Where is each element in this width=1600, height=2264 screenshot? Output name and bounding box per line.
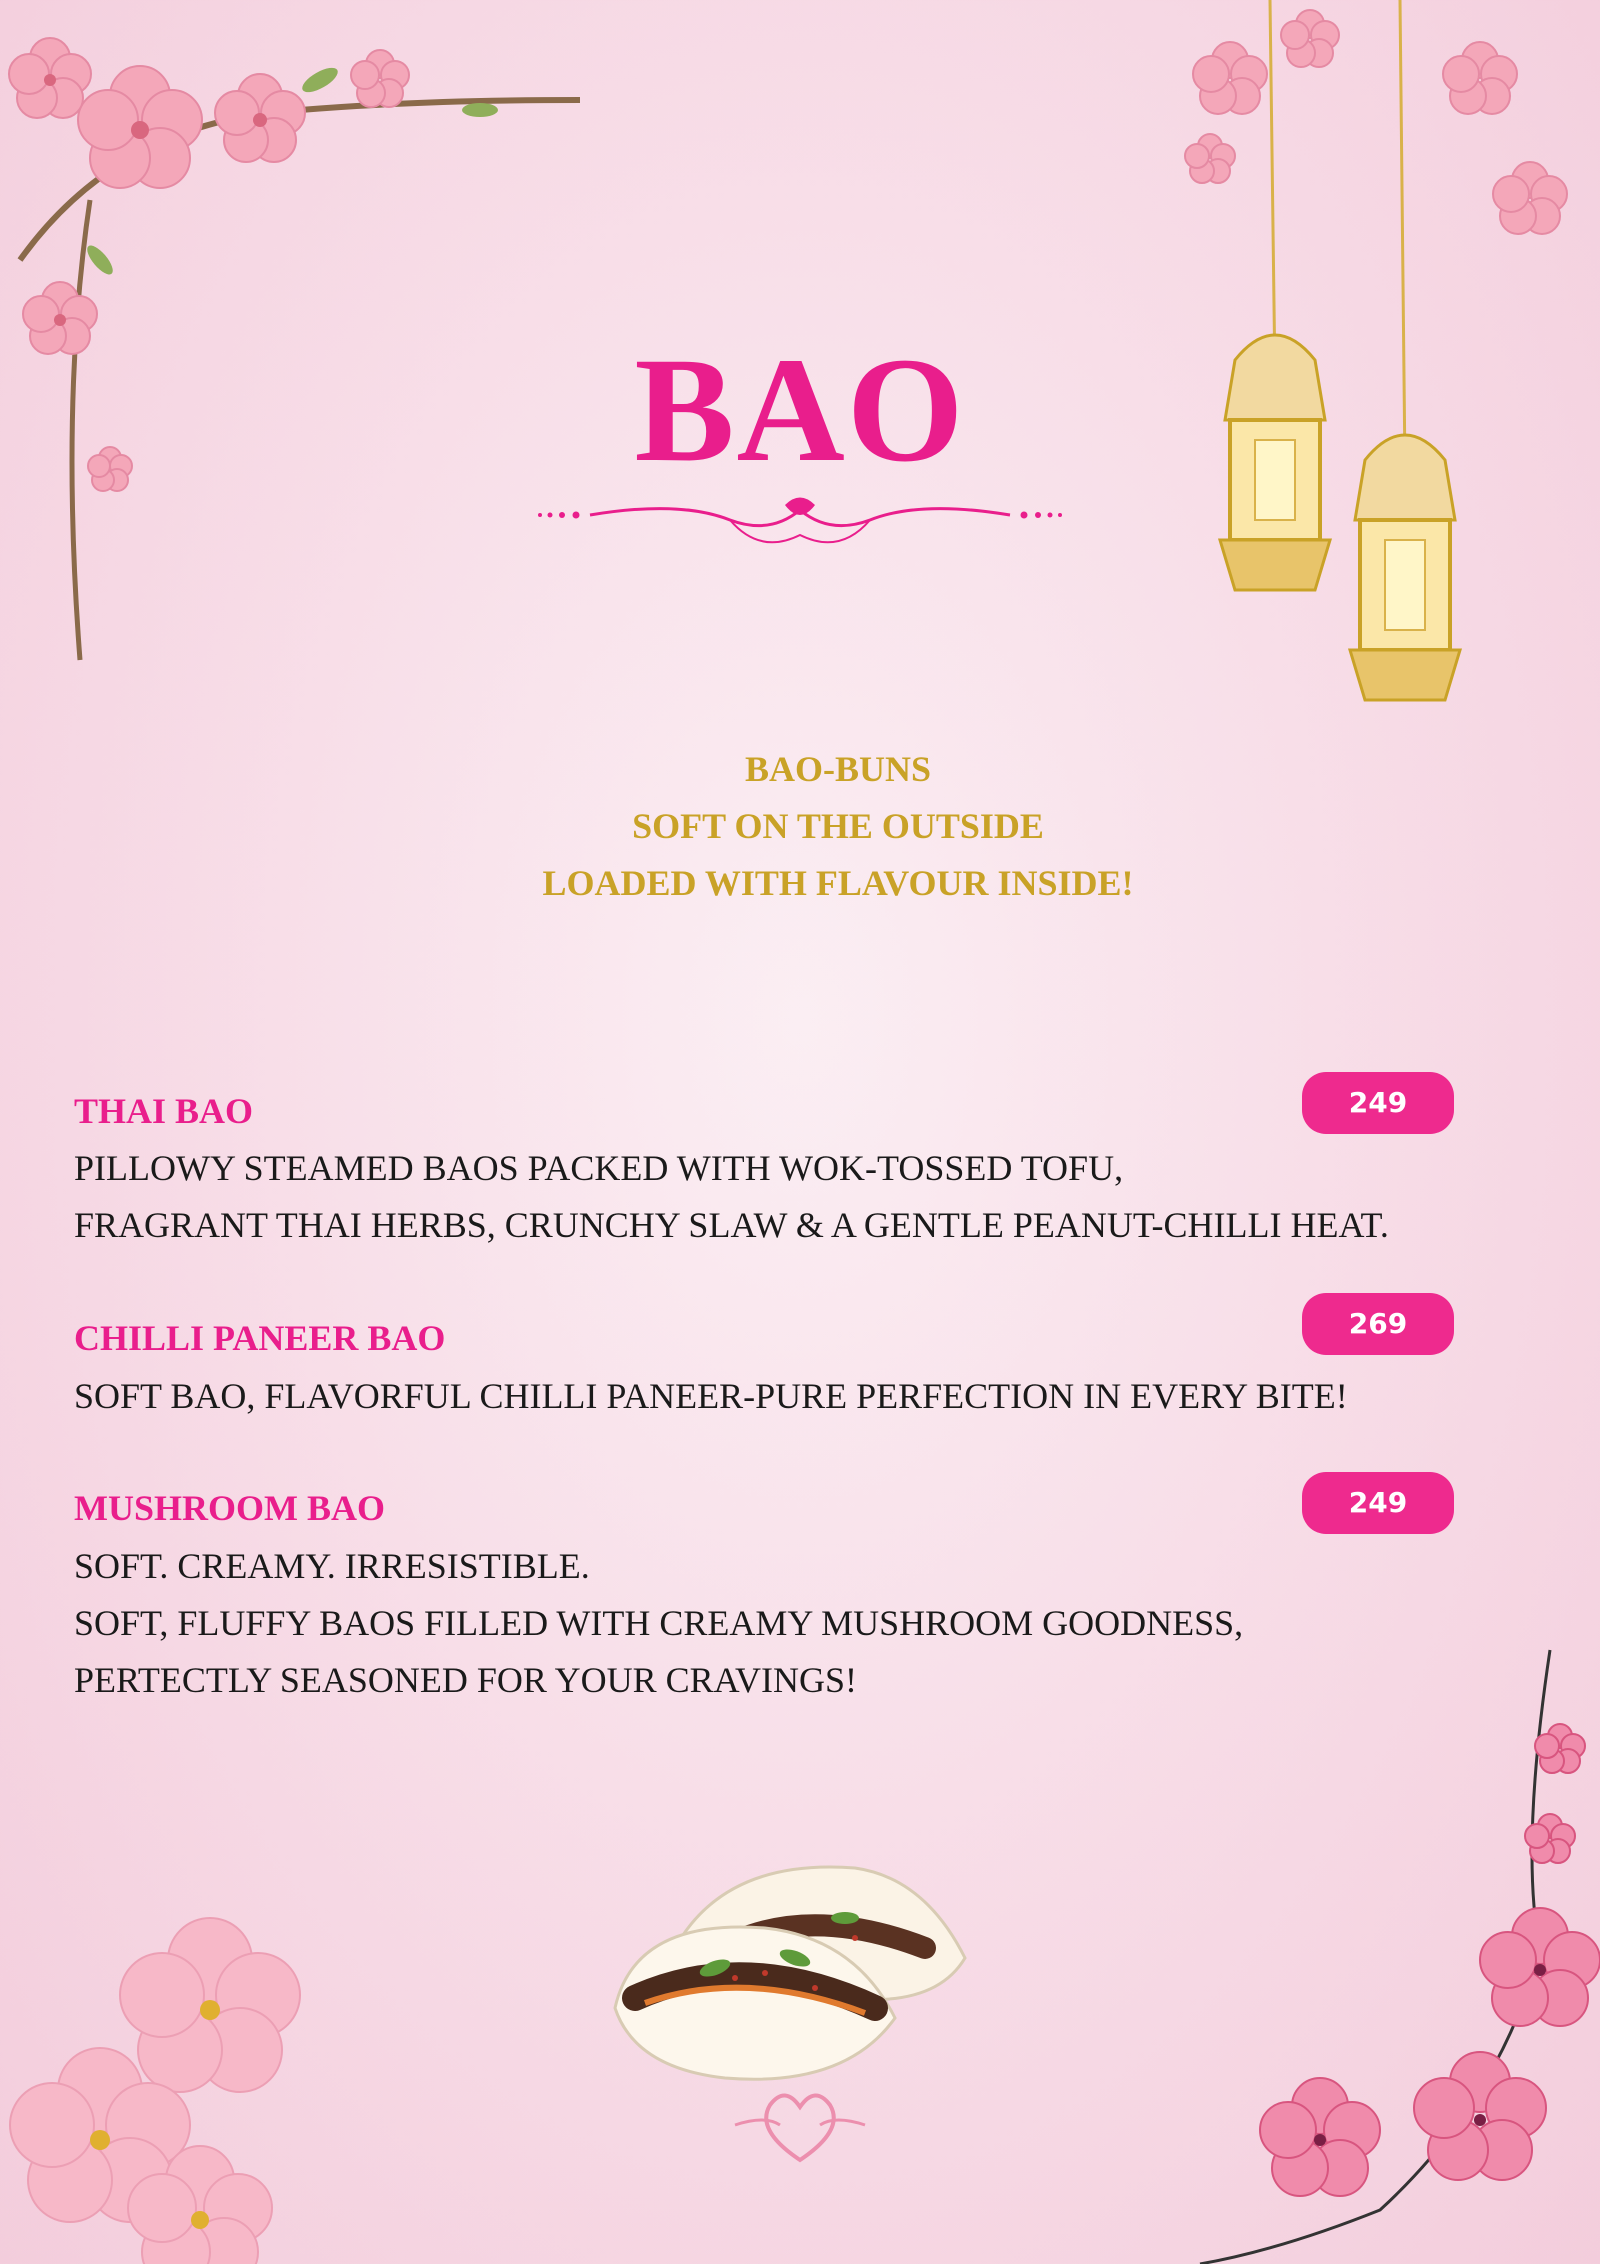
price-badge: 249 bbox=[1302, 1072, 1454, 1134]
item-description: FRAGRANT THAI HERBS, CRUNCHY SLAW & A GENTLE PEANUT-CHILLI HEAT. bbox=[74, 1205, 1389, 1245]
heart-ornament-icon bbox=[735, 2085, 865, 2175]
cherry-blossom-cluster-icon bbox=[0, 1900, 340, 2264]
bao-bun-illustration bbox=[595, 1838, 995, 2098]
item-description: SOFT, FLUFFY BAOS FILLED WITH CREAMY MUSHROOM GOODNESS, bbox=[74, 1603, 1244, 1643]
tagline-line-2: SOFT ON THE OUTSIDE bbox=[632, 806, 1044, 846]
pink-flower-branch-icon bbox=[1080, 1650, 1600, 2264]
item-description: SOFT. CREAMY. IRRESISTIBLE. bbox=[74, 1546, 590, 1586]
page-title: BAO bbox=[634, 327, 966, 493]
item-description: PERTECTLY SEASONED FOR YOUR CRAVINGS! bbox=[74, 1660, 857, 1700]
flourish-divider-icon bbox=[530, 495, 1070, 565]
tagline-line-3: LOADED WITH FLAVOUR INSIDE! bbox=[542, 863, 1134, 903]
price-badge: 249 bbox=[1302, 1472, 1454, 1534]
item-name: THAI BAO bbox=[74, 1091, 254, 1131]
tagline-line-1: BAO-BUNS bbox=[744, 749, 932, 789]
item-description: SOFT BAO, FLAVORFUL CHILLI PANEER-PURE PERFECTION IN EVERY BITE! bbox=[74, 1376, 1348, 1416]
item-name: CHILLI PANEER BAO bbox=[74, 1318, 446, 1358]
item-description: PILLOWY STEAMED BAOS PACKED WITH WOK-TOSSED TOFU, bbox=[74, 1148, 1124, 1188]
price-badge: 269 bbox=[1302, 1293, 1454, 1355]
item-name: MUSHROOM BAO bbox=[74, 1488, 385, 1528]
